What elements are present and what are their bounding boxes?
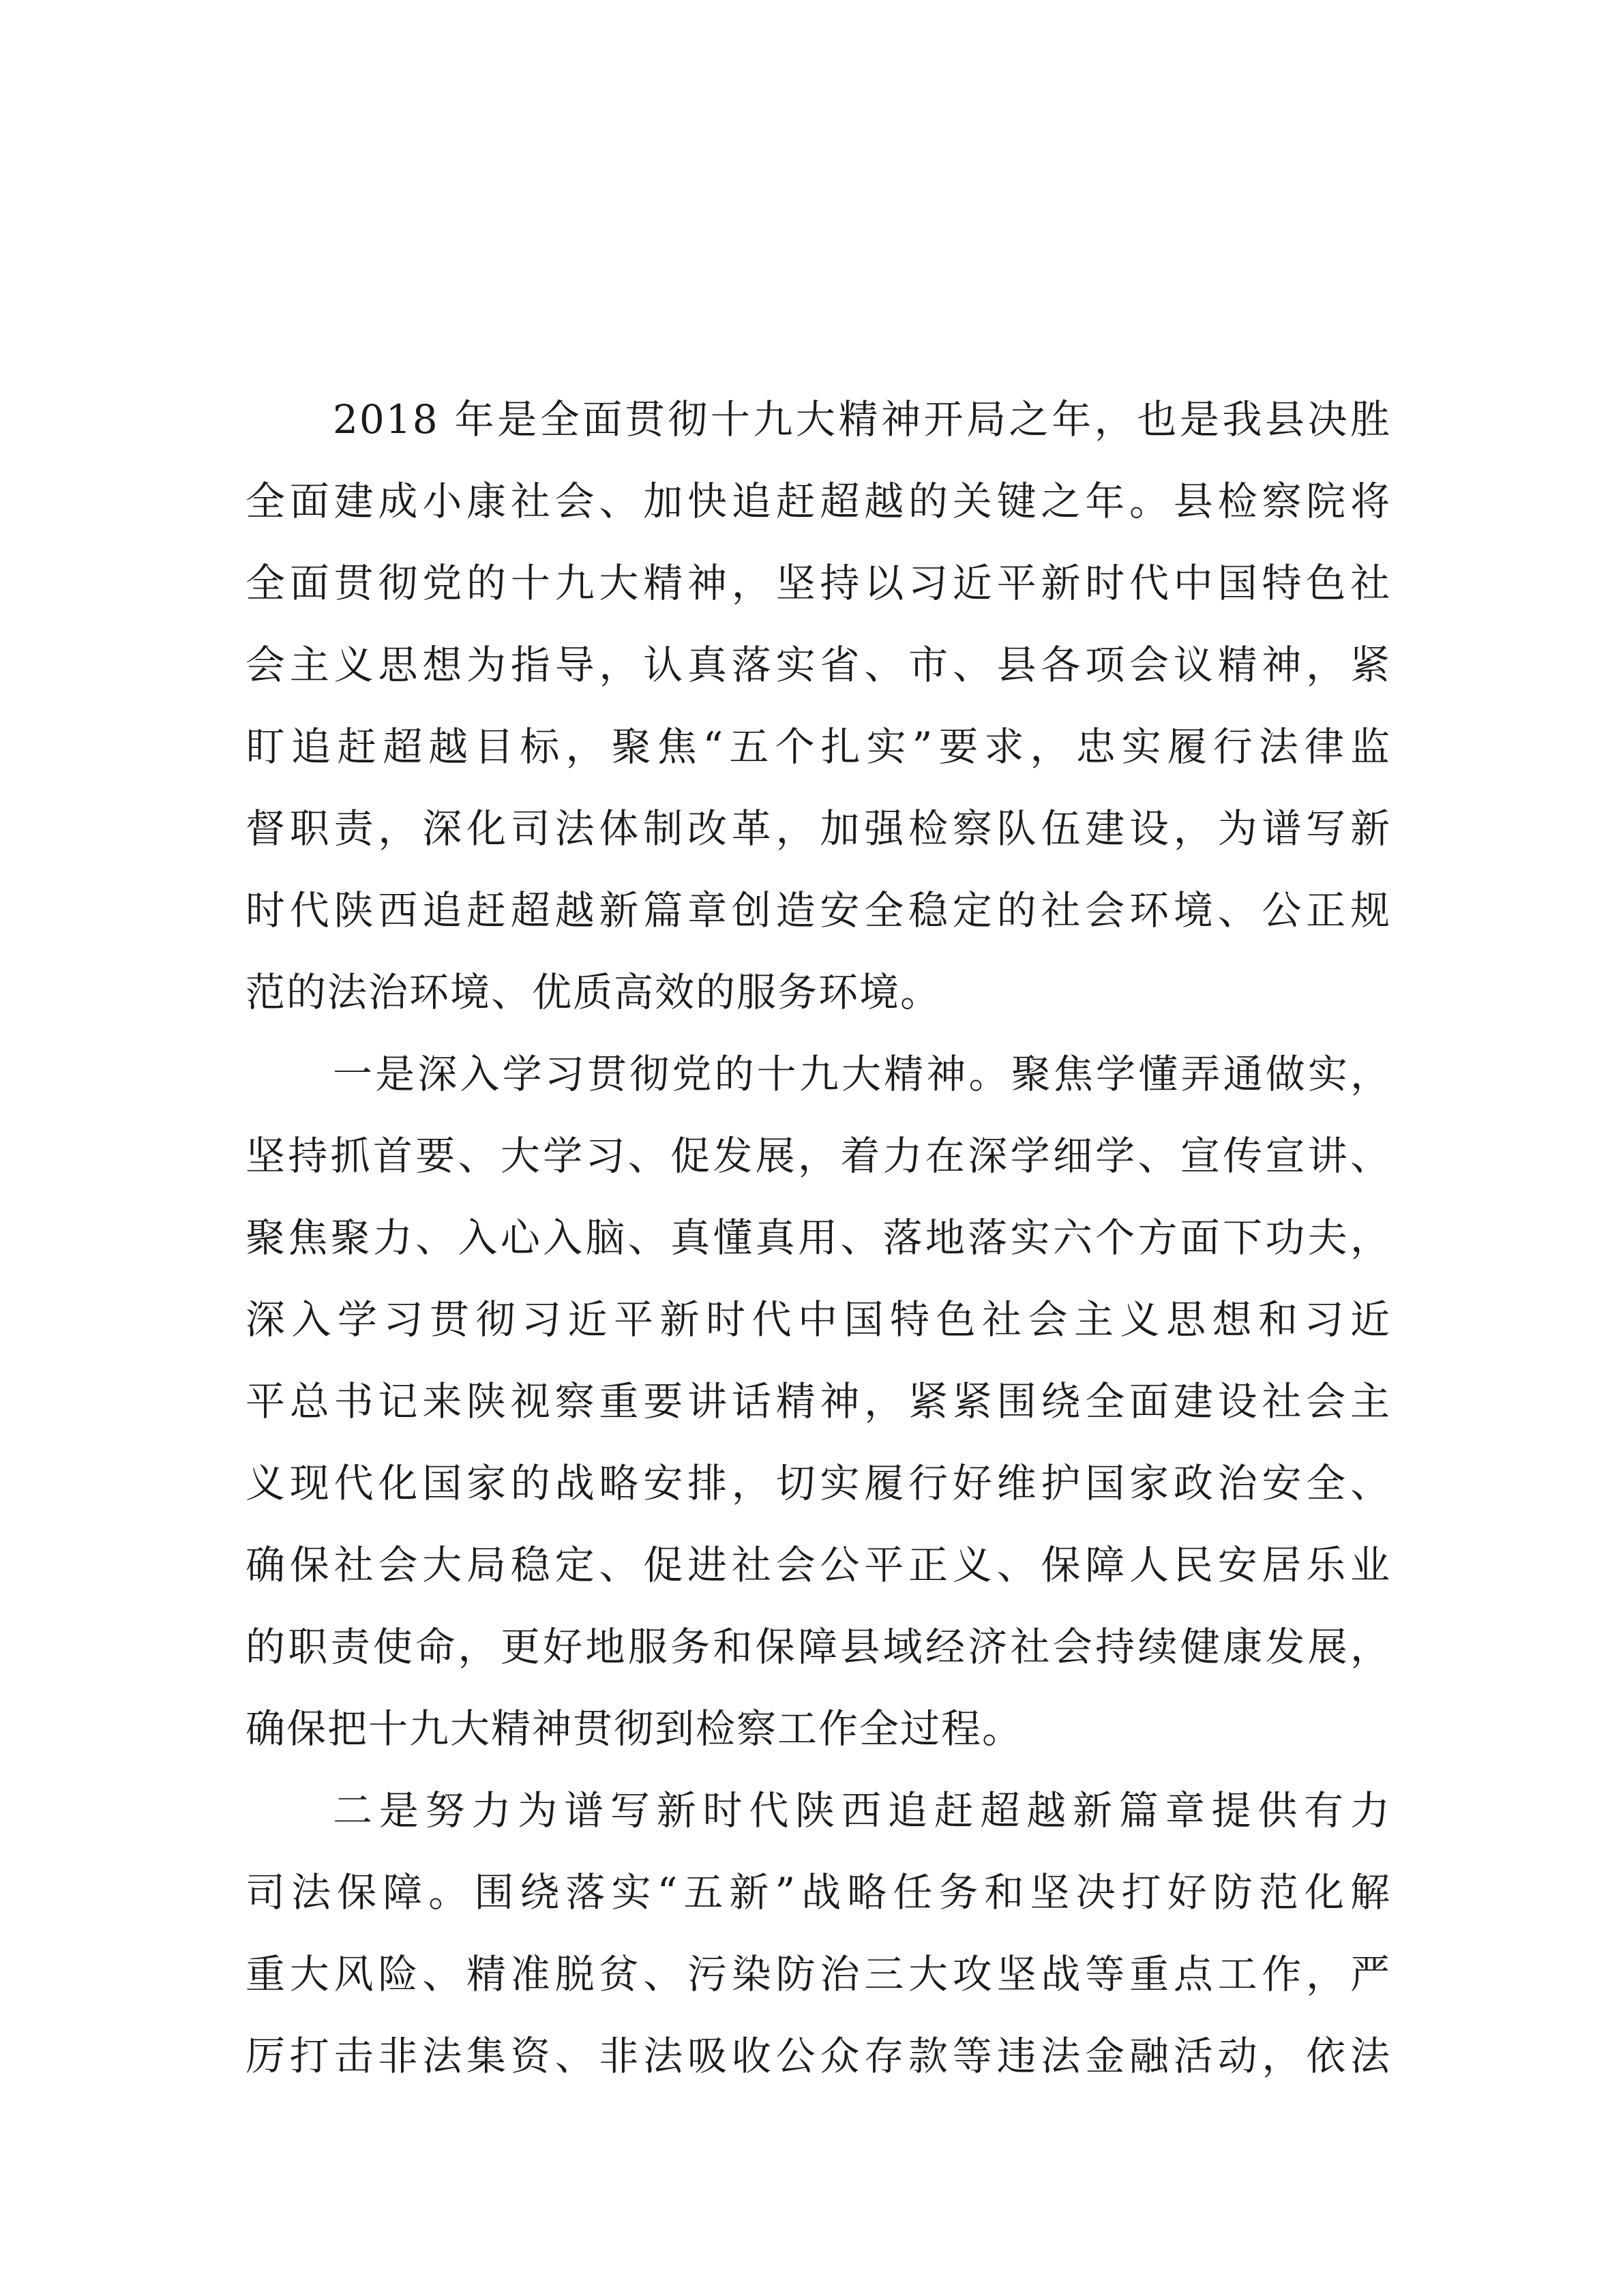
text-line: 确保社会大局稳定、促进社会公平正义、保障人民安居乐业 [245,1542,1391,1588]
text-line: 二是努力为谱写新时代陕西追赶超越新篇章提供有力 [333,1787,1391,1834]
text-line: 义现代化国家的战略安排，切实履行好维护国家政治安全、 [245,1460,1391,1506]
text-line: 会主义思想为指导，认真落实省、市、县各项会议精神，紧 [245,642,1391,688]
text-line: 深入学习贯彻习近平新时代中国特色社会主义思想和习近 [245,1296,1391,1343]
text-line: 厉打击非法集资、非法吸收公众存款等违法金融活动，依法 [245,2033,1391,2079]
text-line: 确保把十九大精神贯彻到检察工作全过程。 [245,1705,1024,1752]
text-line: 坚持抓首要、大学习、促发展，着力在深学细学、宣传宣讲、 [245,1133,1391,1179]
text-line: 一是深入学习贯彻党的十九大精神。聚焦学懂弄通做实， [333,1051,1391,1097]
text-line: 的职责使命，更好地服务和保障县域经济社会持续健康发展， [245,1624,1391,1670]
text-line: 聚焦聚力、入心入脑、真懂真用、落地落实六个方面下功夫， [245,1214,1391,1261]
paragraph-point-one [245,1033,1391,1770]
text-line: 时代陕西追赶超越新篇章创造安全稳定的社会环境、公正规 [245,887,1391,934]
document-body [245,378,1391,2097]
text-line: 范的法治环境、优质高效的服务环境。 [245,969,942,1015]
text-line: 重大风险、精准脱贫、污染防治三大攻坚战等重点工作，严 [245,1951,1391,1997]
text-line: 2018 年是全面贯彻十九大精神开局之年，也是我县决胜 [333,396,1391,443]
text-line: 平总书记来陕视察重要讲话精神，紧紧围绕全面建设社会主 [245,1378,1391,1425]
paragraph-intro [245,378,1391,1033]
paragraph-point-two [245,1770,1391,2097]
text-line: 全面建成小康社会、加快追赶超越的关键之年。县检察院将 [245,478,1391,524]
text-line: 督职责，深化司法体制改革，加强检察队伍建设，为谱写新 [245,805,1391,852]
text-line: 司法保障。围绕落实“五新”战略任务和坚决打好防范化解 [245,1869,1391,1915]
text-line: 盯追赶超越目标，聚焦“五个扎实”要求，忠实履行法律监 [245,724,1391,770]
text-line: 全面贯彻党的十九大精神，坚持以习近平新时代中国特色社 [245,560,1391,606]
